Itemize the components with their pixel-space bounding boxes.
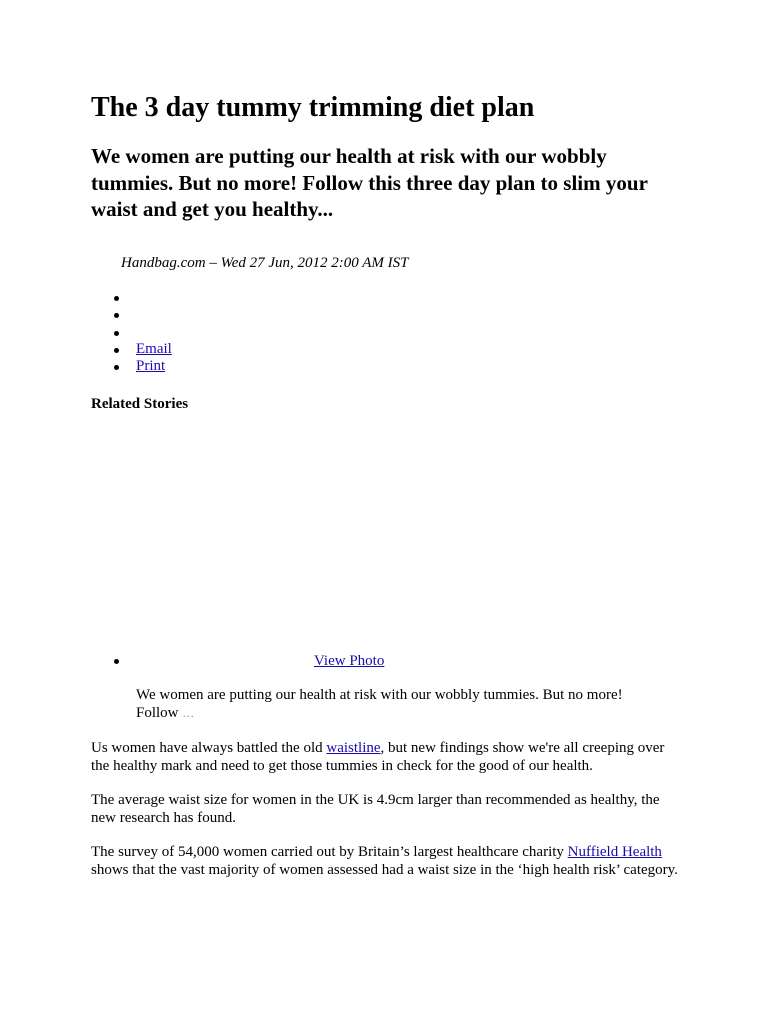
- share-list: [91, 289, 172, 375]
- share-item-empty-1: [91, 289, 172, 306]
- waistline-link[interactable]: waistline: [326, 740, 381, 756]
- body-paragraph-3: [91, 844, 681, 879]
- body-paragraph-2: The average waist size for women in the UK is 4.9cm larger than recommended as healthy, the new research has found.: [91, 792, 660, 826]
- share-item-email: [91, 341, 172, 358]
- article-subtitle: We women are putting our health at risk with our wobbly tummies. But no more! Follow this three day plan to slim your waist and get you healthy...: [91, 144, 648, 221]
- p3-text-end: shows that the vast majority of women assessed had a waist size in the ‘high health risk’ category.: [91, 861, 678, 878]
- caption-text: We women are putting our health at risk with our wobbly tummies. But no more! Follow: [136, 687, 623, 721]
- share-item-empty-3: [91, 324, 172, 341]
- article-byline: Handbag.com – Wed 27 Jun, 2012 2:00 AM IST: [121, 255, 409, 271]
- article-title: The 3 day tummy trimming diet plan: [91, 92, 535, 123]
- related-photo-area: [91, 420, 681, 645]
- related-stories-heading: Related Stories: [91, 396, 189, 412]
- p3-text-start: The survey of 54,000 women carried out by Britain’s largest healthcare charity: [91, 844, 568, 860]
- body-paragraph-1: [91, 740, 681, 775]
- related-story-item: [114, 652, 514, 670]
- view-photo-link[interactable]: View Photo: [314, 653, 385, 669]
- email-link[interactable]: Email: [136, 340, 172, 357]
- share-item-print: [91, 358, 172, 375]
- list-bullet: [114, 659, 119, 664]
- share-item-empty-2: [91, 306, 172, 323]
- p1-text-start: Us women have always battled the old: [91, 740, 327, 756]
- caption-more: …: [182, 705, 195, 720]
- related-story-caption: [136, 687, 656, 722]
- nuffield-health-link[interactable]: Nuffield Health: [567, 844, 662, 860]
- p1-text-end: , but new findings show we're all creeping over the healthy mark and need to get those tummies in check for the good of our health.: [91, 740, 665, 774]
- print-link[interactable]: Print: [136, 358, 166, 375]
